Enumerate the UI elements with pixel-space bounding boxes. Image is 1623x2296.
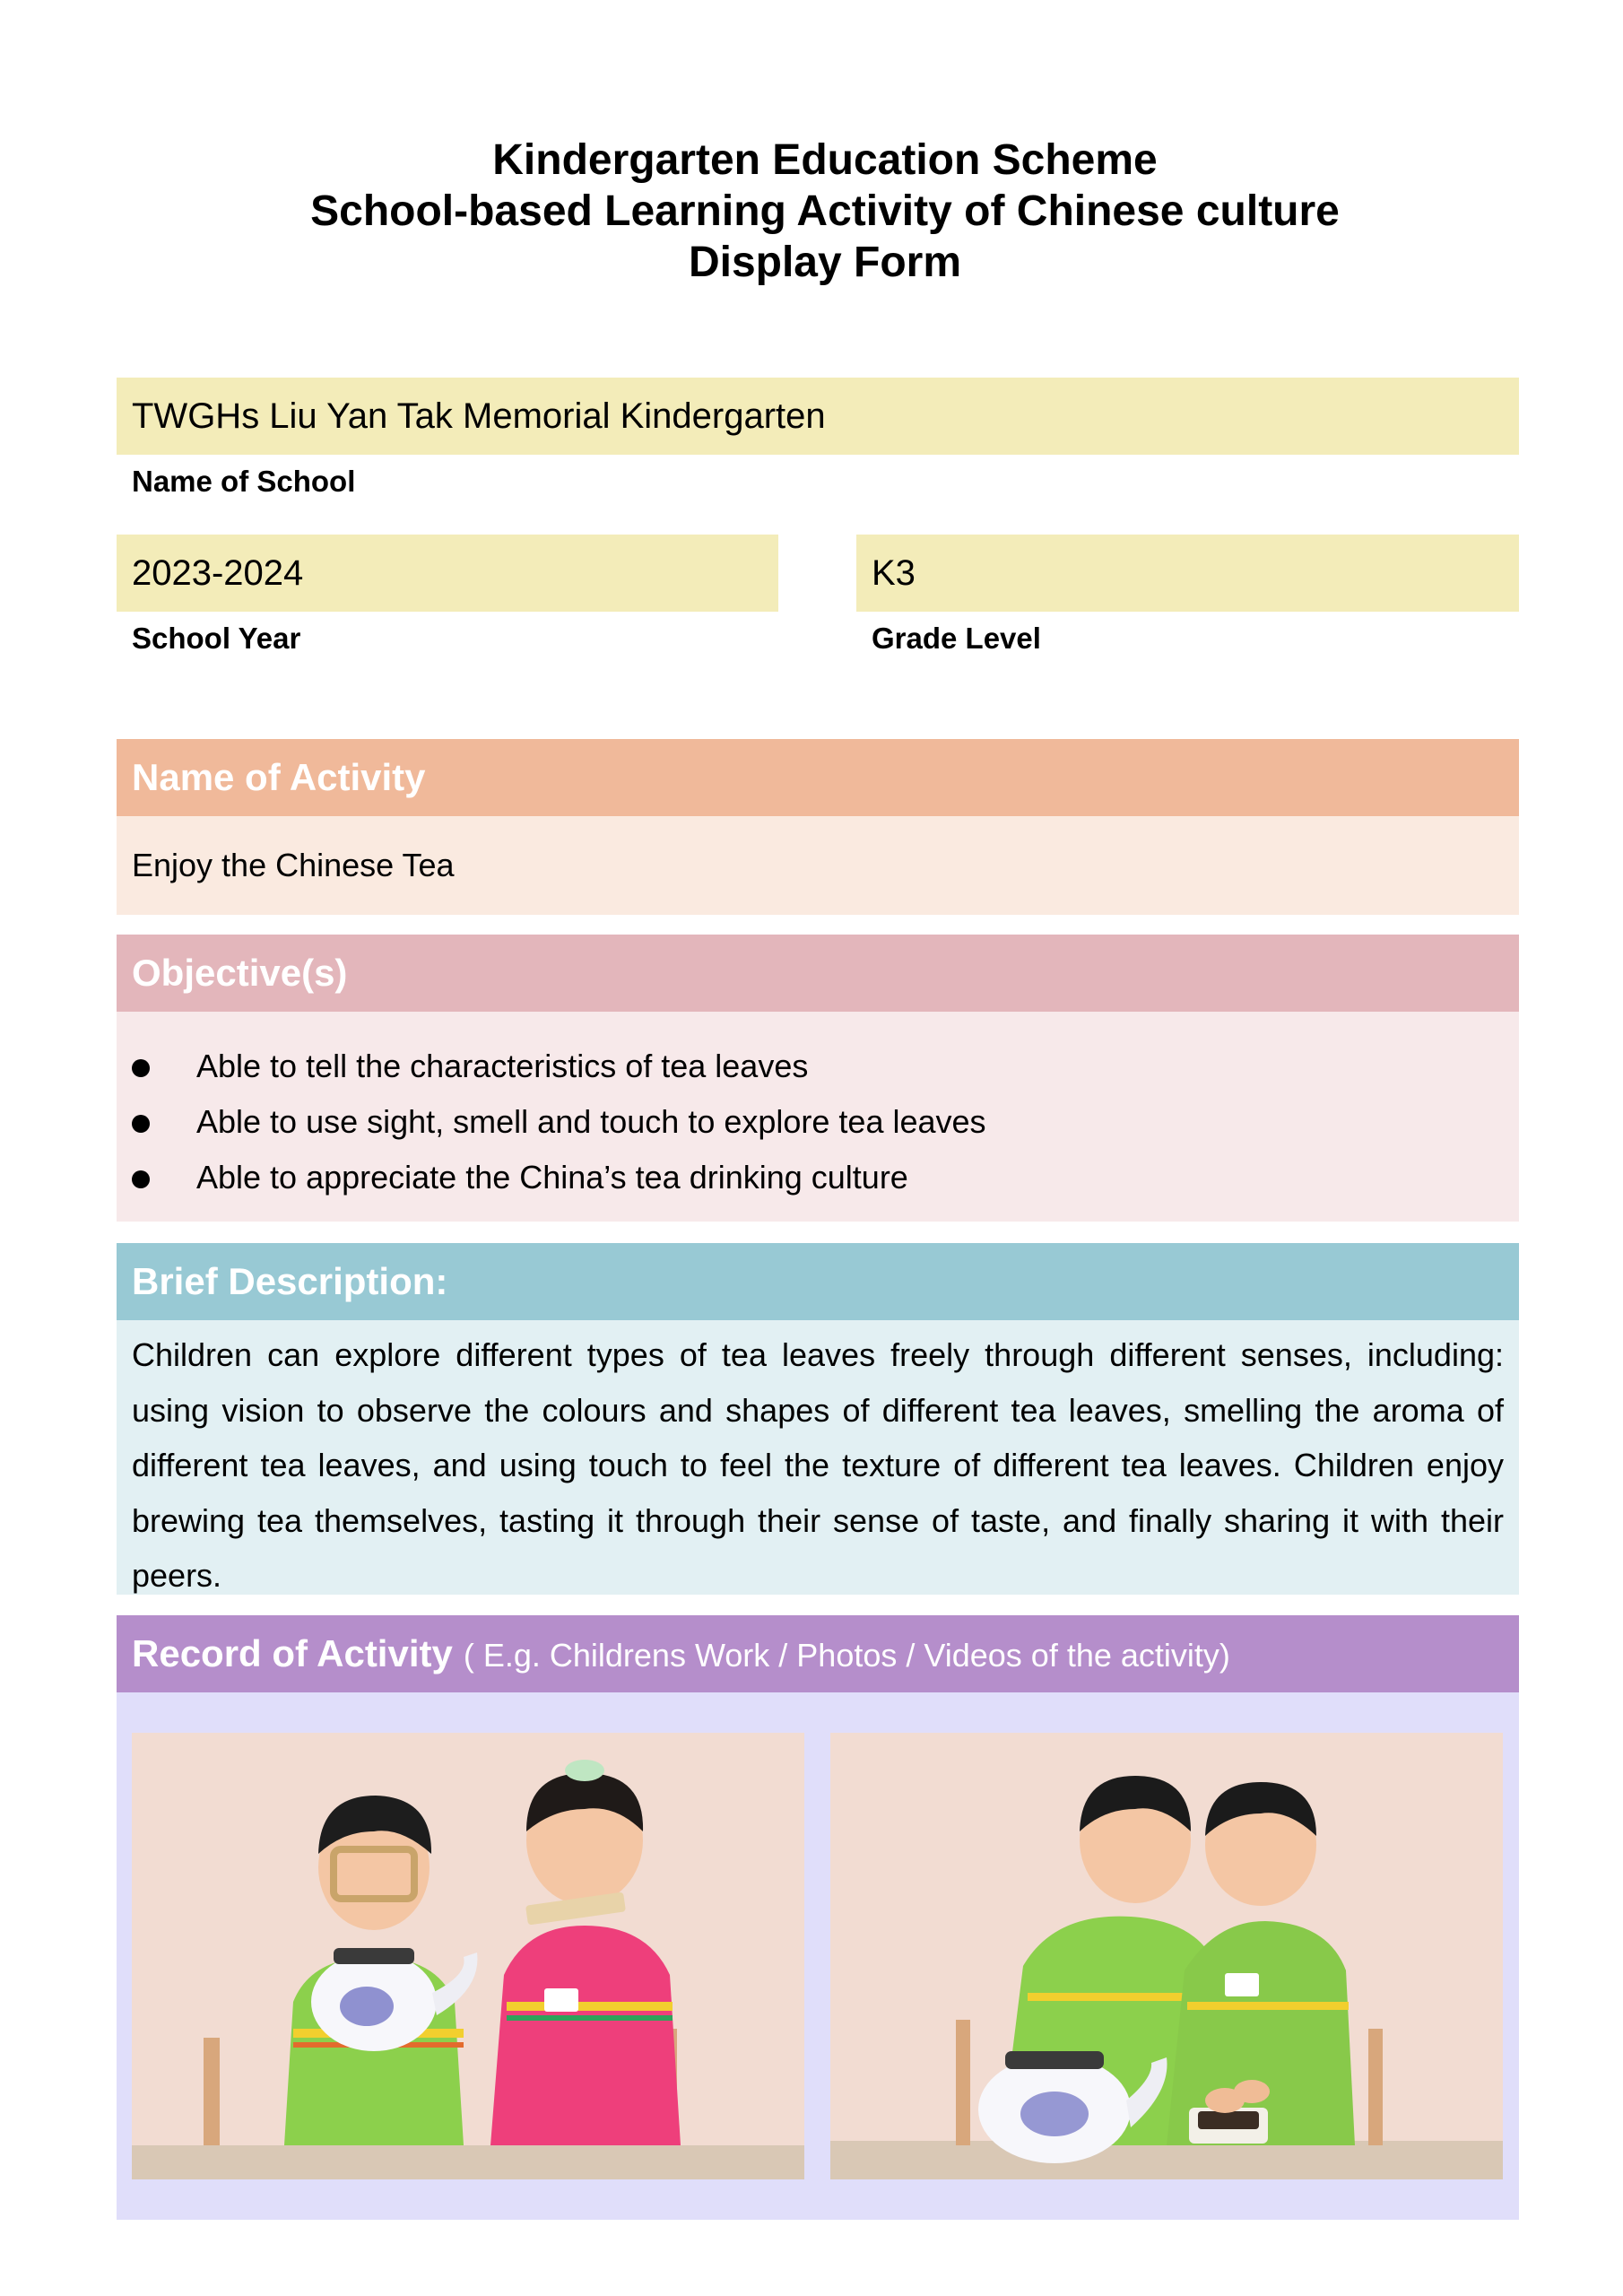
activity-photo-smelling-tea — [132, 1733, 804, 2179]
school-name-field — [117, 378, 1519, 455]
bullet-icon — [132, 1115, 150, 1133]
objectives-box — [117, 1012, 1519, 1222]
objectives-heading-bar — [117, 935, 1519, 1012]
bullet-icon — [132, 1059, 150, 1077]
bullet-icon — [132, 1170, 150, 1188]
description-text: Children can explore different types of tea leaves freely through different senses, including: using vision to observe the colours and shapes of different tea leaves, smelling the aroma of different tea leaves, and using touch to feel the texture of different tea leaves. Children enjoy brewing tea themselves, tasting it through their sense of taste, and finally sharing it with their peers. — [132, 1336, 1504, 1594]
description-box — [117, 1320, 1519, 1595]
objectives-heading: Objective(s) — [132, 952, 348, 994]
objective-item: Able to appreciate the China’s tea drinking culture — [132, 1150, 986, 1205]
objective-item: Able to use sight, smell and touch to explore tea leaves — [132, 1094, 986, 1150]
activity-heading-bar — [117, 739, 1519, 816]
title-line-activity: School-based Learning Activity of Chinese culture — [310, 187, 1340, 235]
form-title — [0, 135, 1623, 288]
activity-name: Enjoy the Chinese Tea — [132, 847, 455, 883]
description-heading: Brief Description: — [132, 1260, 448, 1302]
objective-item: Able to tell the characteristics of tea leaves — [132, 1039, 986, 1094]
activity-heading: Name of Activity — [132, 756, 426, 798]
grade-level-field — [856, 535, 1519, 612]
school-name-value: TWGHs Liu Yan Tak Memorial Kindergarten — [132, 396, 826, 436]
record-heading: Record of Activity — [132, 1632, 453, 1674]
school-year-field — [117, 535, 778, 612]
grade-level-label: Grade Level — [872, 622, 1041, 655]
title-line-scheme: Kindergarten Education Scheme — [492, 136, 1158, 184]
school-year-value: 2023-2024 — [132, 553, 304, 593]
school-name-label: Name of School — [132, 465, 356, 498]
objectives-list — [132, 1039, 986, 1205]
description-heading-bar — [117, 1243, 1519, 1320]
activity-photo-brewing-tea — [830, 1733, 1503, 2179]
school-year-label: School Year — [132, 622, 301, 655]
record-subheading: ( E.g. Childrens Work / Photos / Videos of the activity) — [463, 1637, 1230, 1674]
activity-name-box — [117, 816, 1519, 915]
grade-level-value: K3 — [872, 553, 916, 593]
title-line-form: Display Form — [688, 239, 962, 286]
record-heading-bar — [117, 1615, 1519, 1692]
